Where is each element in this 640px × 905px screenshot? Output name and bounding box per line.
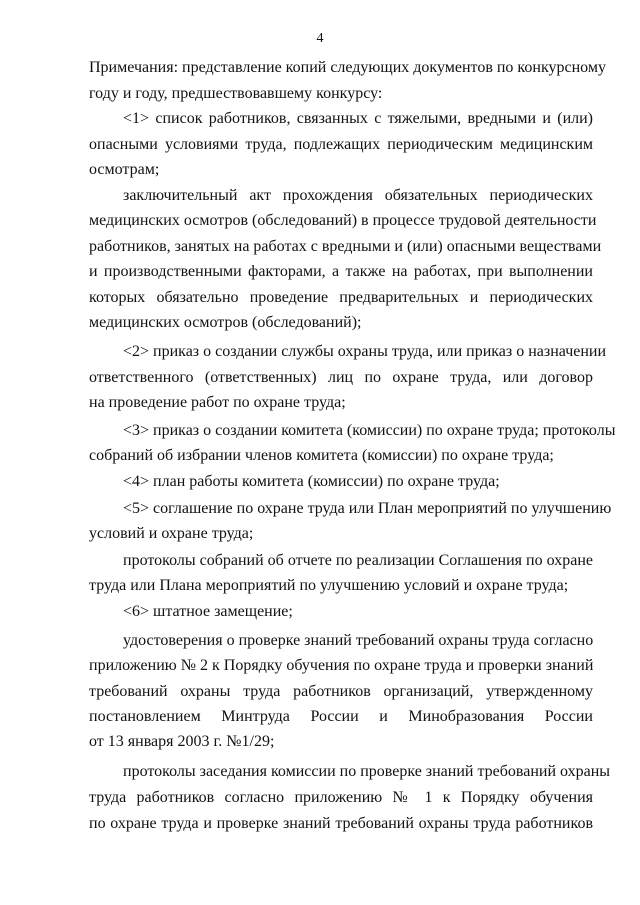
text-line: <5> соглашение по охране труда или План мероприятий по улучшению: [123, 500, 612, 517]
text-line: Примечания: представление копий следующих документов по конкурсному: [89, 59, 606, 76]
text-line: работников, занятых на работах с вредными и (или) опасными веществами: [89, 238, 602, 255]
text-line: протоколы собраний об отчете по реализации Соглашения по охране: [123, 552, 593, 569]
text-line: осмотрам;: [89, 161, 160, 178]
text-line: опасными условиями труда, подлежащих периодическим медицинским: [89, 136, 593, 153]
text-line: на проведение работ по охране труда;: [89, 394, 346, 411]
text-line: постановлением Минтруда России и Минобразования России: [89, 708, 593, 725]
text-line: <3> приказ о создании комитета (комиссии) по охране труда; протоколы: [123, 422, 616, 439]
text-line: требований охраны труда работников организаций, утвержденному: [89, 683, 593, 700]
text-line: медицинских осмотров (обследований) в процессе трудовой деятельности: [89, 212, 597, 229]
text-line: удостоверения о проверке знаний требований охраны труда согласно: [123, 632, 594, 649]
text-line: по охране труда и проверке знаний требований охраны труда работников: [89, 815, 593, 832]
text-line: протоколы заседания комиссии по проверке знаний требований охраны: [123, 763, 611, 780]
text-line: <1> список работников, связанных с тяжелыми, вредными и (или): [123, 110, 593, 127]
text-line: условий и охране труда;: [89, 525, 254, 542]
text-line: <2> приказ о создании службы охраны труда, или приказ о назначении: [123, 343, 607, 360]
text-line: труда работников согласно приложению № 1 к Порядку обучения: [89, 789, 593, 806]
text-line: от 13 января 2003 г. №1/29;: [89, 733, 275, 750]
text-line: году и году, предшествовавшему конкурсу:: [89, 85, 383, 102]
text-line: <6> штатное замещение;: [123, 603, 293, 620]
text-line: <4> план работы комитета (комиссии) по охране труда;: [123, 473, 500, 490]
text-line: которых обязательно проведение предварительных и периодических: [89, 289, 593, 306]
text-line: приложению № 2 к Порядку обучения по охране труда и проверки знаний: [89, 657, 594, 674]
text-line: ответственного (ответственных) лиц по охране труда, или договор: [89, 369, 593, 386]
text-line: собраний об избрании членов комитета (комиссии) по охране труда;: [89, 447, 554, 464]
text-line: заключительный акт прохождения обязательных периодических: [123, 187, 593, 204]
text-line: медицинских осмотров (обследований);: [89, 314, 362, 331]
text-line: труда или Плана мероприятий по улучшению условий и охране труда;: [89, 577, 569, 594]
page-number: 4: [316, 31, 324, 46]
text-line: и производственными факторами, а также на работах, при выполнении: [89, 263, 593, 280]
